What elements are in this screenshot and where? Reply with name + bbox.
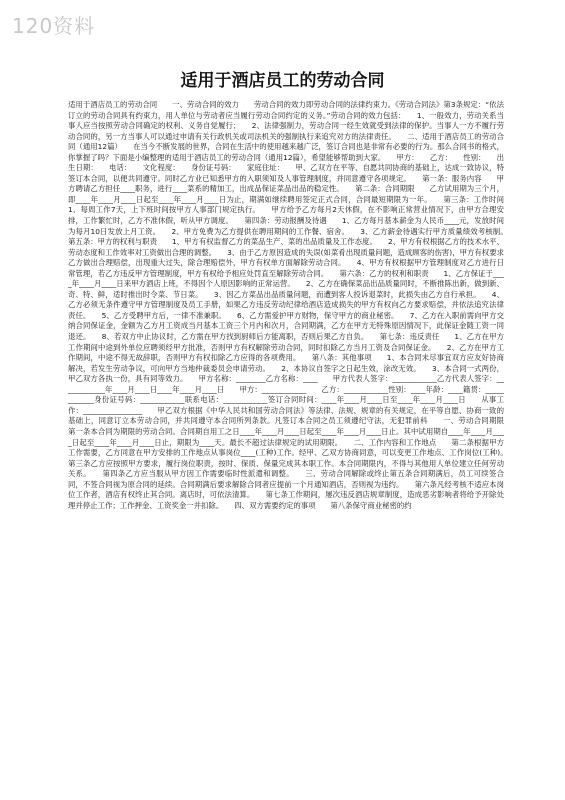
document-body [68, 100, 519, 511]
body-paragraph: 适用于酒店员工的劳动合同 一、劳动合同的效力 劳动合同的效力即劳动合同的法律约束力。《劳动合同法》第3条规定：“依法订立的劳动合同具有约束力，用人单位与劳动者应当履行劳动合同约定的义务。”劳动合同的效力包括： 1、一般效力，劳动关系当事人应当按照劳动合同确定的权利、义务自觉履行； 2、法律强制力，劳动合同一经生效就受到法律的保护。当事人一方不履行劳动合同的，另一方当事人可以通过申请有关行政机关或司法机关的强制执行来追究对方的法律责任。 二、适用于酒店员工的劳动合同（通用12篇） 在当今不断发展的世界，合同在生活中的使用越来越广泛，签订合同也是非常有必要的行为。那么合同书的格式，你掌握了吗？下面是小编整理的适用于酒店员工的劳动合同（通用12篇），希望能够帮助到大家。 甲方： 乙方： 性别： 出生日期： 电话： 文化程度： 身份证号码： 家庭住址： 甲、乙双方在平等、自愿共同协商的基础上，达成一致协议，特签订本合同，以便共同遵守。同时乙方业已知悉甲方的入职须知及人事管理制度，并同意遵守各项规定。 第一条：服务内容 甲方聘请乙方担任____职务，进行____菜系的精加工，出成品保证菜品出品的稳定性。 第二条：合同期限 乙方试用期为三个月，即____年____月____日起至____年____月____日为止，期满如继续聘用签定正式合同，合同最短期限为一年。 第三条：工作时间 1、每周工作7天，上下班时间按甲方人事部门规定执行。 甲方给予乙方每月2天休假，在不影响正常营业情况下，由甲方合理安排，工作繁忙时，乙方不准休假，听从甲方调度。 第四条：劳动报酬及待遇 1、乙方每月基本薪金为人民币____元，发放时间为每月10日发放上月工资。 2、甲方免费为乙方提供在聘用期间的工作餐、宿舍。 3、乙方薪金待遇实行甲方质量绩效考核制。 第五条：甲方的权利与职责 1、甲方有权监督乙方的菜品生产、菜的出品质量及工作态度。 2、甲方有权根据乙方的技术水平、劳动态度和工作效率对工资做出合理的调整。 3、由于乙方原因造成的失误(如菜肴出现质量问题，造成顾客的伤害)，甲方有权要求乙方做出合理赔偿，出现重大过失，除合理赔偿外，甲方有权单方面解除劳动合同。 4、甲方有权根据甲方管理制度对乙方进行日常管理，若乙方违反甲方管理制度，甲方有权给予相应处罚直至解除劳动合同。 第六条：乙方的权利和职责 1、乙方保证于____年____月____日来甲方酒店上班，不得因个人原因影响的正常运营。 2、乙方在确保菜品出品质量同时，不断推陈出新，做到新、奇、特、鲜，适时推出时令菜、节日菜。 3、因乙方菜品出品质量问题，而遭到客人投诉退菜时，此损失由乙方自行承担。 4、乙方必须无条件遵守甲方管理制度及员工手册，如果乙方违反劳动纪律给酒店造成损失的甲方有权向乙方要求赔偿，并依法追究法律责任。 5、乙方受聘甲方后，一律不准兼职。 6、乙方需爱护甲方财物，保守甲方的商业秘密。 7、乙方在入职前需向甲方交纳合同保证金，金额为乙方月工资成当月基本工资三个月内和次月，合同期满，乙方在甲方无特殊原因情况下，此保证金随工资一同退还。 8、若双方中止协议时，乙方需在甲方找到厨师后方能离职，否则后果乙方自负。 第七条：违反责任 1、乙方在甲方工作期间中途到外单位应聘须经甲方批准，否则甲方有权解除劳动合同，同时扣除乙方当月工资及合同保证金。 2、乙方在甲方工作期间，中途不得无故辞职，否则甲方有权扣除乙方应得的各项费用。 第八条：其他事项 1、本合同未尽事宜双方应友好协商解决，若发生劳动争议，可向甲方当地仲裁委员会申请劳动。 2、本协议自签字之日起生效，涂改无效。 3、本合同一式两份，甲乙双方各执一份，具有同等效力。 甲方名称：________乙方名称：____ 甲方代表人签字：____________乙方代表人签字：____________年____月____日____年____月____日 甲方：____________ 乙方：____________性别：____年龄：____籍贯：____________身份证号码：____________联系电话：____________签订合同时间：____年____月____日至____年____月____日 从事工作：________________ 甲乙双方根据《中华人民共和国劳动合同法》等法律、法规、规章的有关规定，在平等自愿、协商一致的基础上，同意订立本劳动合同，并共同遵守本合同所列条款。凡签订本合同之员工须遵纪守法，无犯罪前科 一、劳动合同期限 第一条本合同为期限的劳动合同。合同期自用工之日____年____月____日起至____年____月____日止。其中试用期自____年____月____日起至____年____月____日止，期限为____天。最长不超过法律规定的试用期限。 二、工作内容和工作地点 第二条根据甲方工作需要，乙方同意在甲方安排的工作地点从事岗位____(工种)工作。经甲、乙双方协商同意，可以变更工作地点、工作岗位(工种)。 第三条乙方应按照甲方要求，履行岗位职责，按时、保质、保量完成其本职工作。本合同期限内，不得与其他用人单位建立任何劳动关系。 第四条乙方应当服从甲方因工作需要临时性派遣和调整。 三、劳动合同解除或终止第五条合同期满后，员工可续签合同，不签合同视为原合同的延续。合同期满后要求解除合同者应提前一个月通知酒店，否则视为违约。 第六条凡经考核不适应本岗位工作者，酒店有权终止其合同。离店时，可依法清算。 第七条工作期间，屡次违反酒店规章制度，造成恶劣影响者将给予开除处理并停止工作；工作押金、工资奖金一并扣除。 四、双方需要约定的事项 第八条保守商业秘密的约 [68, 100, 519, 510]
document-title: 适用于酒店员工的劳动合同 [180, 71, 385, 91]
watermark: 120资料 [12, 14, 96, 38]
